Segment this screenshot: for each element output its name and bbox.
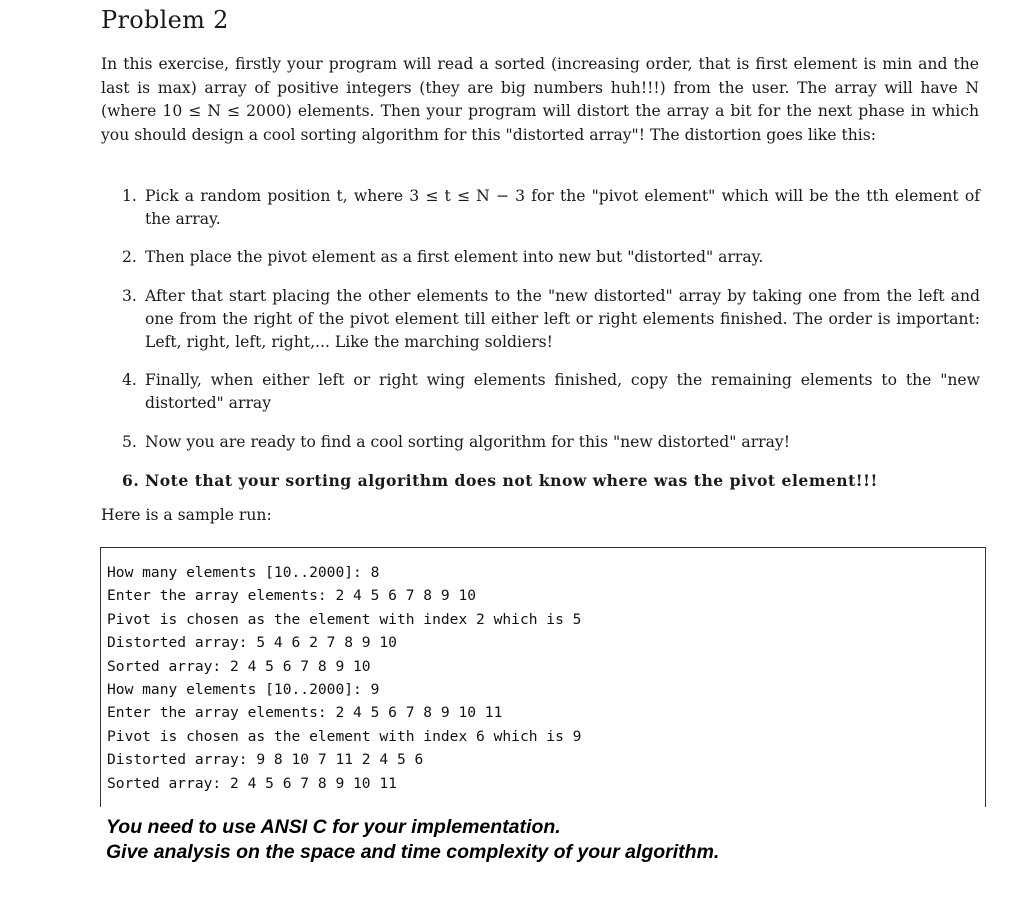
sample-run-terminal <box>100 547 986 807</box>
terminal-line: Enter the array elements: 2 4 5 6 7 8 9 10 <box>107 587 477 605</box>
step-text: After that start placing the other elements to the "new distorted" array by taking one from the left and one from the right of the pivot element till either left or right elements finished. The order is important: Left, right, left, right,... Like the marching soldiers! <box>145 286 980 352</box>
step-number: 2. <box>122 248 137 267</box>
problem-title: Problem 2 <box>101 6 229 34</box>
step-number: 5. <box>122 432 137 451</box>
complexity-note: Give analysis on the space and time complexity of your algorithm. <box>106 841 720 863</box>
requirements-note <box>106 815 719 865</box>
terminal-line: Sorted array: 2 4 5 6 7 8 9 10 11 <box>107 774 397 792</box>
ansi-c-note: You need to use ANSI C for your implementation. <box>106 816 561 838</box>
terminal-line: How many elements [10..2000]: 9 <box>107 681 380 699</box>
intro-paragraph: In this exercise, firstly your program will read a sorted (increasing order, that is first element is min and the last is max) array of positive integers (they are big numbers huh!!!) from the user. The array will have N (where 10 ≤ N ≤ 2000) elements. Then your program will distort the array a bit for the next phase in which you should design a cool sorting algorithm for this "distorted array"! The distortion goes like this: <box>101 55 979 144</box>
terminal-line: Distorted array: 9 8 10 7 11 2 4 5 6 <box>107 751 424 769</box>
terminal-line: Enter the array elements: 2 4 5 6 7 8 9 10 11 <box>107 704 503 722</box>
step-text: Then place the pivot element as a first element into new but "distorted" array. <box>145 248 764 267</box>
terminal-line: Pivot is chosen as the element with index 6 which is 9 <box>107 727 582 745</box>
step-text: Pick a random position t, where 3 ≤ t ≤ N − 3 for the "pivot element" which will be the tth element of the array. <box>145 187 980 229</box>
terminal-line: Sorted array: 2 4 5 6 7 8 9 10 <box>107 657 371 675</box>
terminal-line: Pivot is chosen as the element with index 2 which is 5 <box>107 610 582 628</box>
step-item <box>122 285 980 355</box>
sample-run-label: Here is a sample run: <box>101 506 272 524</box>
distortion-steps-list <box>122 185 980 507</box>
terminal-line: Distorted array: 5 4 6 2 7 8 9 10 <box>107 634 397 652</box>
step-item <box>122 431 980 454</box>
step-text: Note that your sorting algorithm does not know where was the pivot element!!! <box>145 470 878 490</box>
step-number: 6. <box>122 470 140 490</box>
terminal-line: How many elements [10..2000]: 8 <box>107 564 380 581</box>
step-number: 3. <box>122 286 137 305</box>
step-item <box>122 369 980 415</box>
step-text: Finally, when either left or right wing elements finished, copy the remaining elements to the "new distorted" array <box>145 371 980 413</box>
step-number: 4. <box>122 371 137 390</box>
step-item <box>122 185 980 231</box>
step-text: Now you are ready to find a cool sorting algorithm for this "new distorted" array! <box>145 432 790 451</box>
step-number: 1. <box>122 187 137 205</box>
step-item-emphasis <box>122 469 980 492</box>
step-item <box>122 246 980 269</box>
